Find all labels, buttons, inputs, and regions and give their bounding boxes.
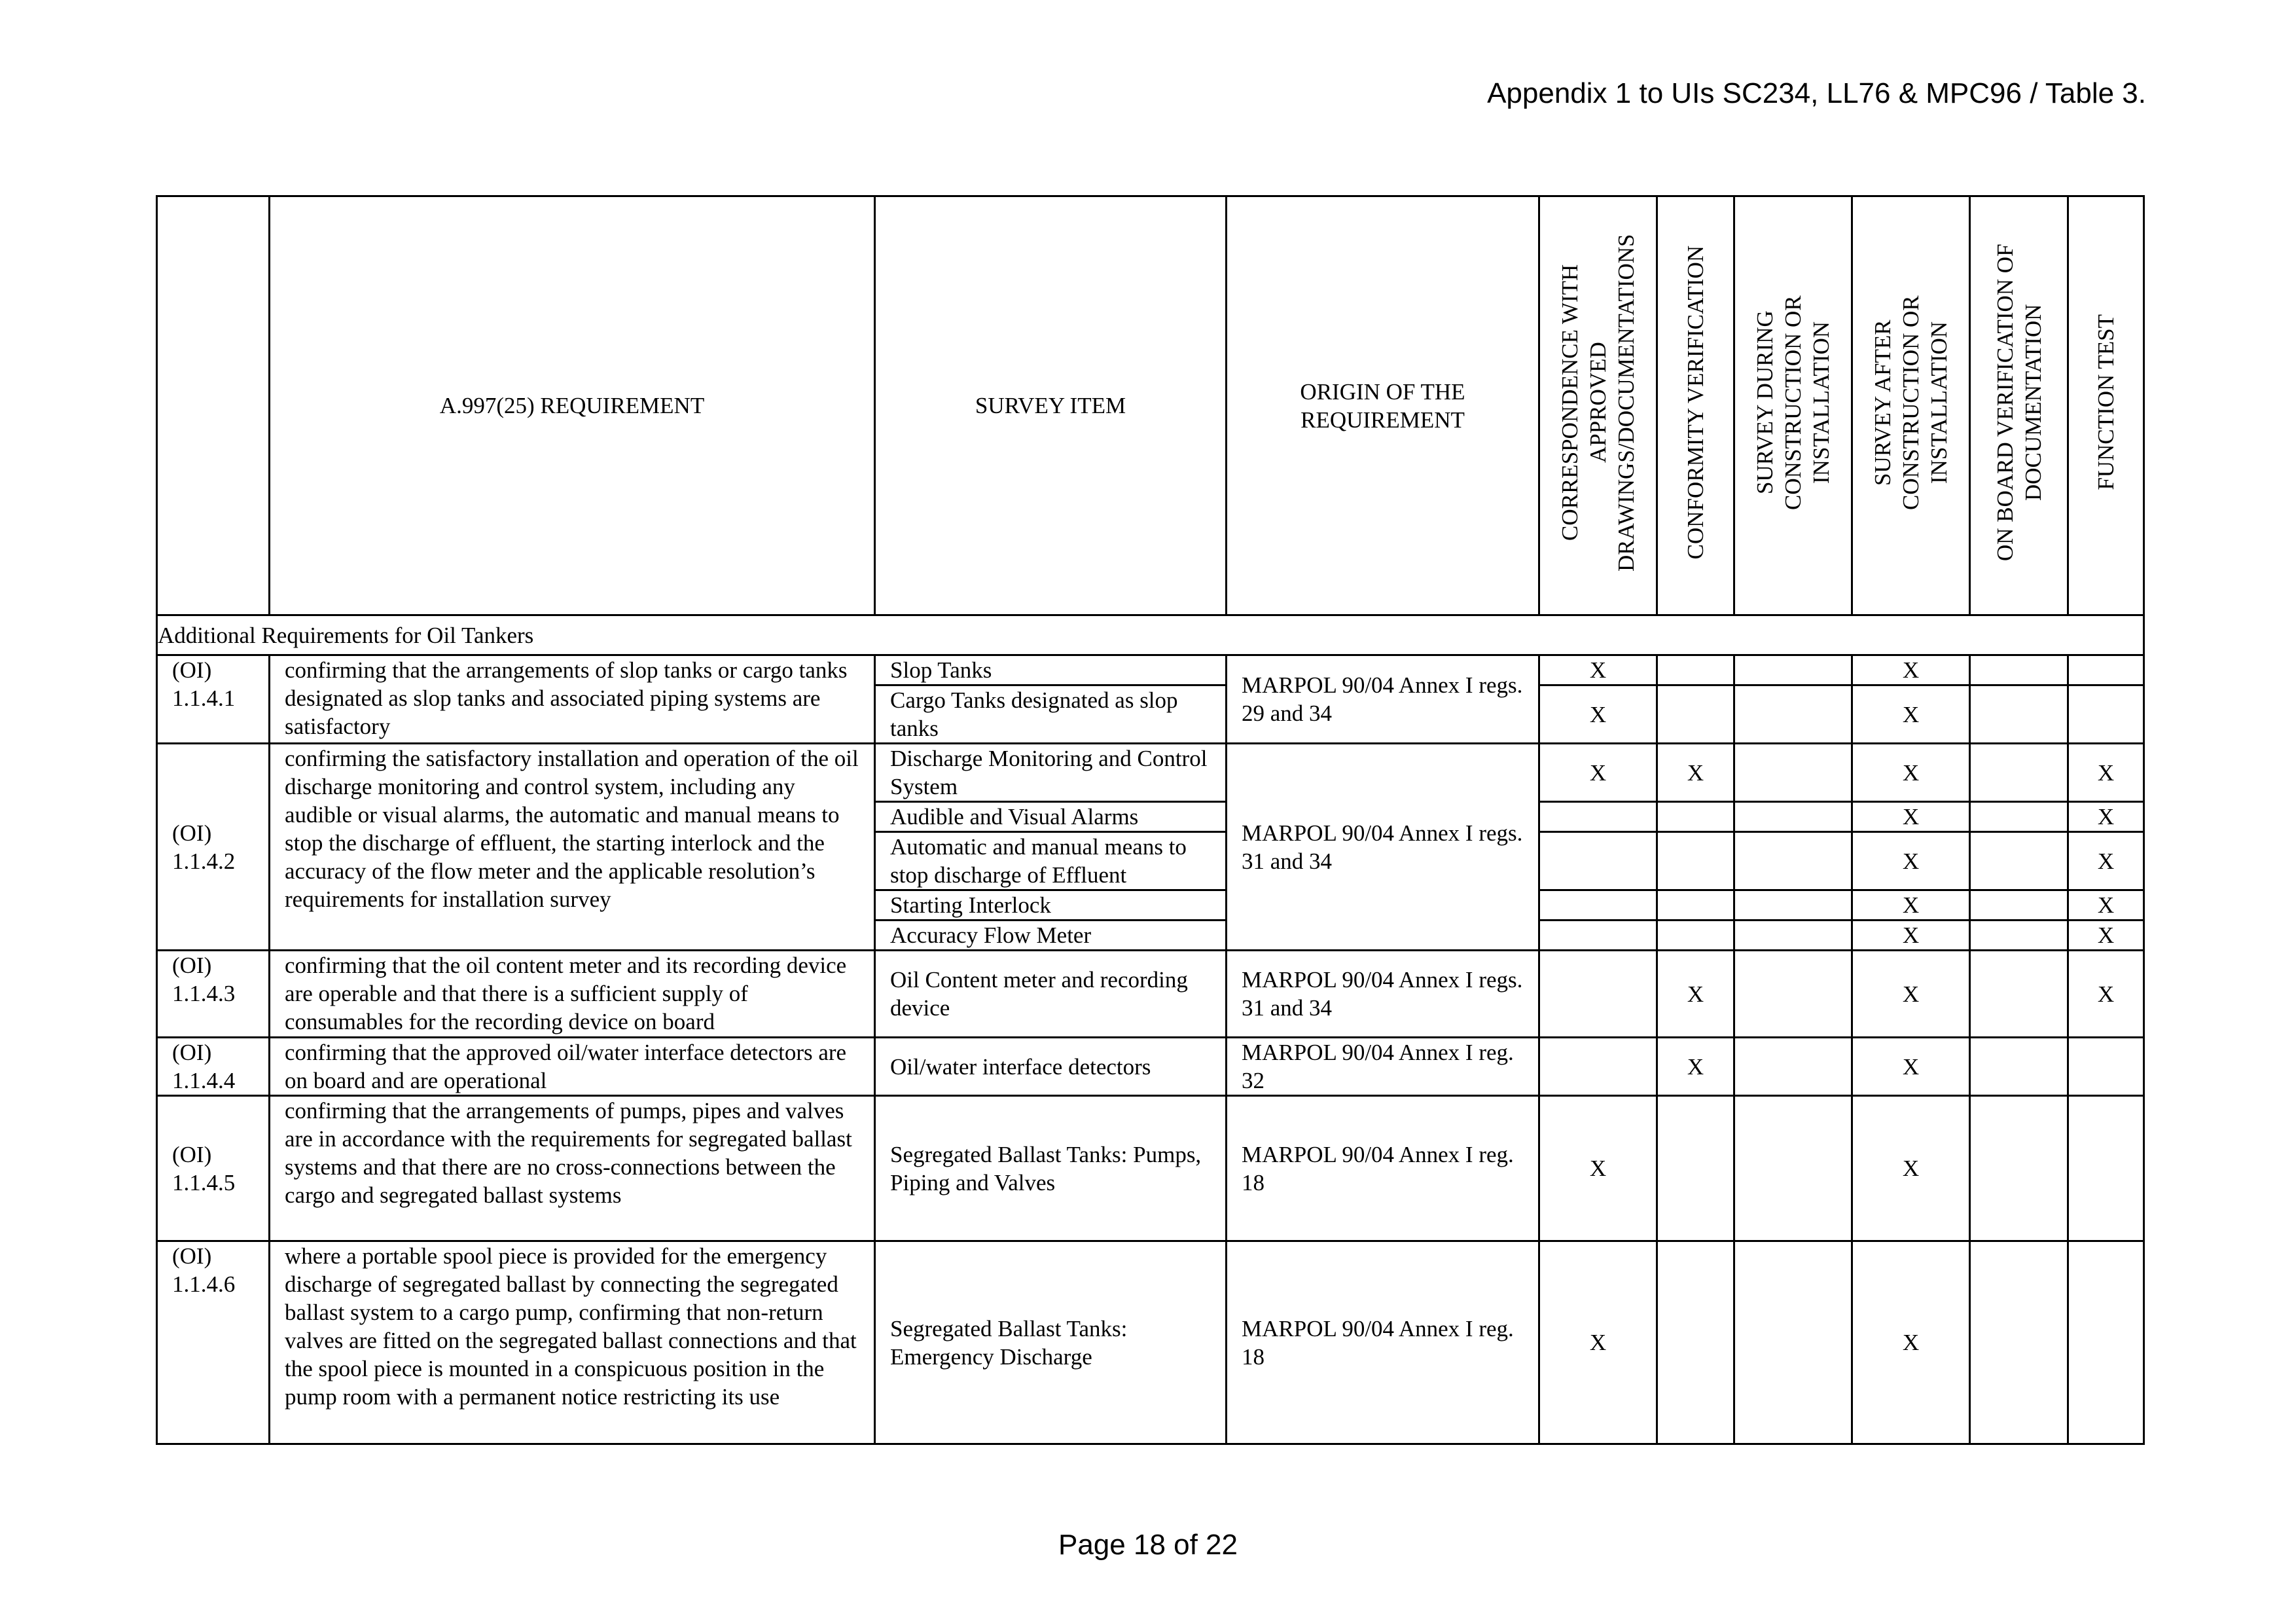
header-function-test-text: FUNCTION TEST — [2093, 314, 2119, 490]
check-mark-cell: X — [1657, 1038, 1734, 1096]
check-mark-cell: X — [1852, 1096, 1970, 1241]
check-mark-cell — [1734, 1241, 1852, 1444]
header-survey-after-text: SURVEY AFTER CONSTRUCTION OR INSTALLATION — [1870, 295, 1952, 510]
check-mark-cell — [1970, 744, 2068, 802]
check-mark-cell — [1970, 1241, 2068, 1444]
row-survey-item: Discharge Monitoring and Control System — [875, 744, 1227, 802]
check-mark-cell — [1539, 802, 1657, 832]
page-number: Page 18 of 22 — [1058, 1529, 1238, 1561]
check-mark-cell: X — [2068, 802, 2144, 832]
check-mark-cell — [1734, 890, 1852, 921]
check-mark-cell: X — [1539, 655, 1657, 685]
row-origin: MARPOL 90/04 Annex I reg. 18 — [1227, 1096, 1539, 1241]
table-row — [157, 1241, 2144, 1444]
check-mark-cell: X — [1852, 832, 1970, 890]
check-mark-cell — [1734, 832, 1852, 890]
check-mark-cell — [2068, 1096, 2144, 1241]
check-mark-cell: X — [2068, 890, 2144, 921]
check-mark-cell: X — [1657, 951, 1734, 1038]
table-row — [157, 951, 2144, 1038]
check-mark-cell: X — [1539, 685, 1657, 744]
check-mark-cell — [1657, 655, 1734, 685]
check-mark-cell — [1539, 890, 1657, 921]
row-survey-item: Oil/water interface detectors — [875, 1038, 1227, 1096]
check-mark-cell — [1970, 655, 2068, 685]
row-origin: MARPOL 90/04 Annex I reg. 32 — [1227, 1038, 1539, 1096]
row-id: (OI) 1.1.4.3 — [157, 951, 270, 1038]
check-mark-cell — [1734, 744, 1852, 802]
check-mark-cell: X — [1852, 744, 1970, 802]
check-mark-cell: X — [1539, 1096, 1657, 1241]
row-survey-item: Audible and Visual Alarms — [875, 802, 1227, 832]
header-function-test — [2068, 196, 2144, 615]
check-mark-cell: X — [1539, 744, 1657, 802]
section-row — [157, 615, 2144, 655]
check-mark-cell — [1970, 802, 2068, 832]
row-origin: MARPOL 90/04 Annex I reg. 18 — [1227, 1241, 1539, 1444]
header-survey-during — [1734, 196, 1852, 615]
check-mark-cell — [2068, 655, 2144, 685]
header-onboard-verification — [1970, 196, 2068, 615]
check-mark-cell — [1734, 1096, 1852, 1241]
check-mark-cell: X — [1852, 1241, 1970, 1444]
row-survey-item: Automatic and manual means to stop discharge of Effluent — [875, 832, 1227, 890]
survey-requirements-table — [156, 195, 2145, 1445]
check-mark-cell — [1657, 1241, 1734, 1444]
check-mark-cell — [1970, 890, 2068, 921]
row-survey-item: Segregated Ballast Tanks: Emergency Discharge — [875, 1241, 1227, 1444]
check-mark-cell: X — [1657, 744, 1734, 802]
check-mark-cell — [1657, 685, 1734, 744]
table-header-row — [157, 196, 2144, 615]
check-mark-cell — [1657, 890, 1734, 921]
table-row — [157, 1096, 2144, 1241]
check-mark-cell — [1657, 802, 1734, 832]
header-correspondence — [1539, 196, 1657, 615]
check-mark-cell — [1734, 951, 1852, 1038]
row-id: (OI) 1.1.4.1 — [157, 655, 270, 744]
appendix-title: Appendix 1 to UIs SC234, LL76 & MPC96 / Table 3. — [1487, 77, 2146, 109]
check-mark-cell — [1734, 1038, 1852, 1096]
check-mark-cell — [1734, 921, 1852, 951]
check-mark-cell — [1539, 832, 1657, 890]
check-mark-cell: X — [2068, 832, 2144, 890]
check-mark-cell — [1539, 921, 1657, 951]
row-survey-item: Segregated Ballast Tanks: Pumps, Piping and Valves — [875, 1096, 1227, 1241]
check-mark-cell — [1970, 921, 2068, 951]
check-mark-cell — [1970, 951, 2068, 1038]
row-survey-item: Cargo Tanks designated as slop tanks — [875, 685, 1227, 744]
header-origin-text: ORIGIN OF THE REQUIREMENT — [1300, 378, 1465, 433]
row-survey-item: Starting Interlock — [875, 890, 1227, 921]
section-title: Additional Requirements for Oil Tankers — [157, 615, 2144, 655]
header-id — [157, 196, 270, 615]
table-row — [157, 655, 2144, 685]
row-origin: MARPOL 90/04 Annex I regs. 31 and 34 — [1227, 744, 1539, 951]
table-row — [157, 1038, 2144, 1096]
check-mark-cell: X — [1852, 951, 1970, 1038]
row-survey-item: Oil Content meter and recording device — [875, 951, 1227, 1038]
header-survey-item: SURVEY ITEM — [875, 196, 1227, 615]
row-id: (OI) 1.1.4.2 — [157, 744, 270, 951]
check-mark-cell: X — [1539, 1241, 1657, 1444]
check-mark-cell: X — [2068, 744, 2144, 802]
check-mark-cell: X — [2068, 951, 2144, 1038]
header-conformity — [1657, 196, 1734, 615]
check-mark-cell — [1970, 1038, 2068, 1096]
header-survey-after — [1852, 196, 1970, 615]
check-mark-cell — [1734, 655, 1852, 685]
row-id: (OI) 1.1.4.4 — [157, 1038, 270, 1096]
check-mark-cell — [2068, 1038, 2144, 1096]
row-requirement: where a portable spool piece is provided for the emergency discharge of segregated ballast by connecting the segregated ballast system to a cargo pump, confirming that non-return valves are fitted on the segregated ballast connections and that the spool piece is mounted in a conspicuous position in the pump room with a permanent notice restricting its use — [270, 1241, 875, 1444]
table-row — [157, 744, 2144, 802]
check-mark-cell — [1734, 685, 1852, 744]
check-mark-cell: X — [1852, 655, 1970, 685]
check-mark-cell — [2068, 685, 2144, 744]
check-mark-cell: X — [2068, 921, 2144, 951]
row-id: (OI) 1.1.4.5 — [157, 1096, 270, 1241]
row-requirement: confirming that the arrangements of pumps, pipes and valves are in accordance with the requirements for segregated ballast systems and that there are no cross-connections between the cargo and segregated ballast systems — [270, 1096, 875, 1241]
row-requirement: confirming that the oil content meter and its recording device are operable and that there is a sufficient supply of consumables for the recording device on board — [270, 951, 875, 1038]
check-mark-cell — [1970, 685, 2068, 744]
row-requirement: confirming that the approved oil/water interface detectors are on board and are operational — [270, 1038, 875, 1096]
check-mark-cell: X — [1852, 802, 1970, 832]
check-mark-cell: X — [1852, 921, 1970, 951]
header-conformity-text: CONFORMITY VERIFICATION — [1683, 245, 1708, 560]
check-mark-cell — [1657, 832, 1734, 890]
header-origin — [1227, 196, 1539, 615]
check-mark-cell — [1539, 951, 1657, 1038]
check-mark-cell — [1657, 1096, 1734, 1241]
check-mark-cell — [1539, 1038, 1657, 1096]
check-mark-cell — [1970, 1096, 2068, 1241]
check-mark-cell: X — [1852, 685, 1970, 744]
check-mark-cell — [1970, 832, 2068, 890]
check-mark-cell: X — [1852, 1038, 1970, 1096]
check-mark-cell: X — [1852, 890, 1970, 921]
header-requirement: A.997(25) REQUIREMENT — [270, 196, 875, 615]
row-id: (OI) 1.1.4.6 — [157, 1241, 270, 1444]
row-origin: MARPOL 90/04 Annex I regs. 29 and 34 — [1227, 655, 1539, 744]
row-survey-item: Slop Tanks — [875, 655, 1227, 685]
check-mark-cell — [1734, 802, 1852, 832]
check-mark-cell — [1657, 921, 1734, 951]
row-origin: MARPOL 90/04 Annex I regs. 31 and 34 — [1227, 951, 1539, 1038]
header-correspondence-text: CORRESPONDENCE WITH APPROVED DRAWINGS/DOCUMENTATIONS — [1557, 233, 1639, 572]
header-onboard-verification-text: ON BOARD VERIFICATION OF DOCUMENTATION — [1992, 244, 2046, 561]
row-survey-item: Accuracy Flow Meter — [875, 921, 1227, 951]
header-survey-during-text: SURVEY DURING CONSTRUCTION OR INSTALLATION — [1752, 295, 1834, 510]
row-requirement: confirming the satisfactory installation and operation of the oil discharge monitoring and control system, including any audible or visual alarms, the automatic and manual means to stop the discharge of effluent, the starting interlock and the accuracy of the flow meter and the applicable resolution’s requirements for installation survey — [270, 744, 875, 951]
row-requirement: confirming that the arrangements of slop tanks or cargo tanks designated as slop tanks and associated piping systems are satisfactory — [270, 655, 875, 744]
check-mark-cell — [2068, 1241, 2144, 1444]
